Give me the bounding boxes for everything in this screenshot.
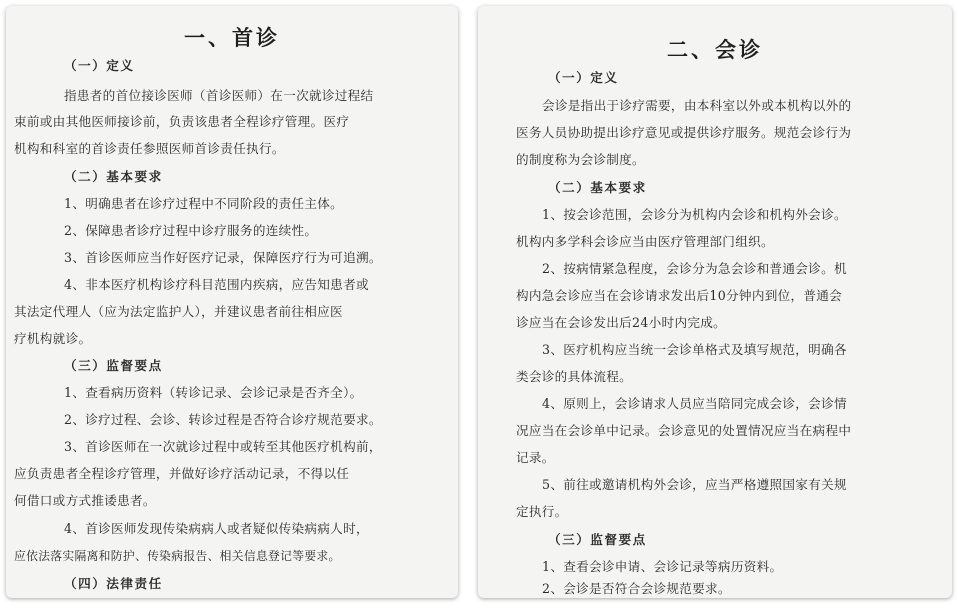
- section-heading-requirements: （二）基本要求: [548, 180, 647, 195]
- text-line: 疗机构就诊。: [14, 331, 92, 346]
- text-line: 应依法落实隔离和防护、传染病报告、相关信息登记等要求。: [14, 549, 341, 563]
- page-title: 二、会诊: [667, 37, 763, 62]
- text-line: 2、诊疗过程、会诊、转诊过程是否符合诊疗规范要求。: [64, 412, 382, 427]
- text-line: 会诊是指出于诊疗需要，由本科室以外或本机构以外的: [542, 98, 852, 113]
- text-line: 4、非本医疗机构诊疗科目范围内疾病，应告知患者或: [64, 277, 369, 292]
- text-line: 其法定代理人（应为法定监护人），并建议患者前往相应医: [14, 304, 343, 319]
- section-heading-legal: （四）法律责任: [64, 576, 163, 591]
- text-line: 应负责患者全程诊疗管理，并做好诊疗活动记录，不得以任: [14, 466, 350, 481]
- text-line: 3、医疗机构应当统一会诊单格式及填写规范，明确各: [542, 342, 847, 357]
- text-line: 类会诊的具体流程。: [516, 369, 633, 384]
- text-line: 1、查看会诊申请、会诊记录等病历资料。: [542, 559, 783, 574]
- text-line: 3、首诊医师应当作好医疗记录，保障医疗行为可追溯。: [64, 250, 382, 265]
- document-page-right: [478, 6, 952, 598]
- text-line: 3、首诊医师在一次就诊过程中或转至其他医疗机构前，: [64, 439, 382, 454]
- text-line: 的制度称为会诊制度。: [516, 152, 645, 167]
- text-line: 定执行。: [516, 504, 568, 519]
- text-line: 何借口或方式推诿患者。: [14, 493, 156, 508]
- section-heading-definition: （一）定义: [64, 58, 135, 73]
- text-line: 诊应当在会诊发出后24小时内完成。: [516, 315, 727, 330]
- text-line: 构内急会诊应当在会诊请求发出后10分钟内到位，普通会: [516, 288, 843, 303]
- section-heading-requirements: （二）基本要求: [64, 169, 163, 184]
- text-line: 4、原则上，会诊请求人员应当陪同完成会诊，会诊情: [542, 396, 847, 411]
- section-heading-supervision: （三）监督要点: [64, 358, 163, 373]
- page-title: 一、首诊: [184, 25, 280, 50]
- text-line: 1、按会诊范围，会诊分为机构内会诊和机构外会诊。: [542, 207, 847, 222]
- text-line: 5、前往或邀请机构外会诊，应当严格遵照国家有关规: [542, 477, 847, 492]
- text-line: 2、按病情紧急程度，会诊分为急会诊和普通会诊。机: [542, 261, 847, 276]
- section-heading-supervision: （三）监督要点: [548, 532, 647, 547]
- text-line: 1、明确患者在诊疗过程中不同阶段的责任主体。: [64, 196, 344, 211]
- text-line: 况应当在会诊单中记录。会诊意见的处置情况应当在病程中: [516, 423, 852, 438]
- section-heading-definition: （一）定义: [548, 70, 619, 85]
- text-line: 指患者的首位接诊医师（首诊医师）在一次就诊过程结: [64, 88, 374, 103]
- text-line: 机构和科室的首诊责任参照医师首诊责任执行。: [14, 141, 285, 156]
- text-line: 记录。: [516, 450, 555, 465]
- document-page-left: [6, 6, 458, 598]
- text-line: 1、查看病历资料（转诊记录、会诊记录是否齐全）。: [64, 385, 363, 400]
- text-line: 束前或由其他医师接诊前，负责该患者全程诊疗管理。医疗: [14, 114, 350, 129]
- text-line: 2、会诊是否符合会诊规范要求。: [542, 581, 731, 596]
- text-line: 4、首诊医师发现传染病病人或者疑似传染病病人时，: [64, 521, 369, 536]
- text-line: 医务人员协助提出诊疗意见或提供诊疗服务。规范会诊行为: [516, 125, 852, 140]
- text-line: 机构内多学科会诊应当由医疗管理部门组织。: [516, 234, 774, 249]
- text-line: 2、保障患者诊疗过程中诊疗服务的连续性。: [64, 223, 318, 238]
